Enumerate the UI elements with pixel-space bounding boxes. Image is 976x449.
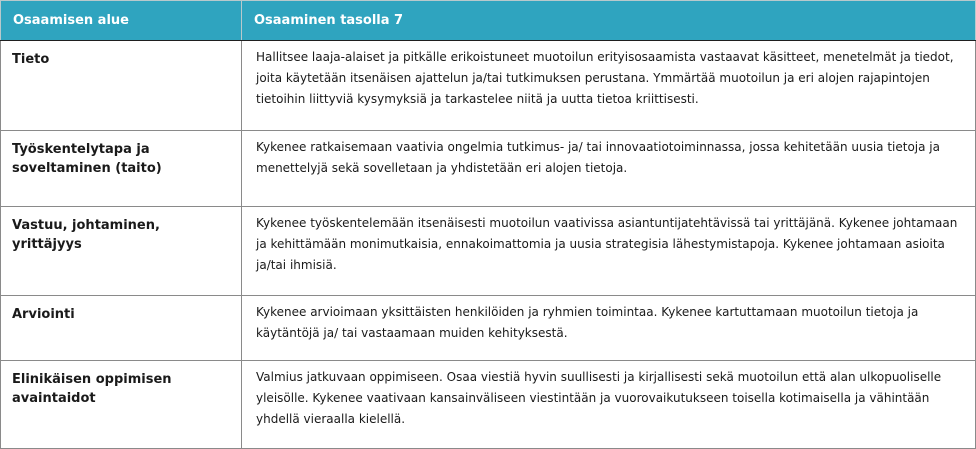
description-cell: Kykenee työskentelemään itsenäisesti muotoilun vaativissa asiantuntijatehtävissä tai yrittäjänä. Kykenee johtamaan ja kehittämään monimutkaisia, ennakoimattomia ja uusia strategisia lähestymistapoja. Kykenee johtamaan asioita ja/tai ihmisiä. (242, 207, 976, 296)
description-cell: Kykenee ratkaisemaan vaativia ongelmia tutkimus- ja/ tai innovaatiotoiminnassa, jossa kehitetään uusia tietoja ja menettelyjä sekä sovelletaan ja yhdistetään eri alojen tietoja. (242, 131, 976, 207)
description-cell: Hallitsee laaja-alaiset ja pitkälle erikoistuneet muotoilun erityisosaamista vastaavat käsitteet, menetelmät ja tiedot, joita käytetään itsenäisen ajattelun ja/tai tutkimuksen perustana. Ymmärtää muotoilun ja eri alojen rajapintojen tietoihin liittyviä kysymyksiä ja tarkastelee niitä ja uutta tietoa kriittisesti. (242, 41, 976, 131)
table-header-row (1, 1, 976, 41)
table-row (1, 361, 976, 449)
column-header-area: Osaamisen alue (1, 1, 242, 41)
area-cell: Työskentelytapa ja soveltaminen (taito) (1, 131, 242, 207)
table-row (1, 131, 976, 207)
description-cell: Valmius jatkuvaan oppimiseen. Osaa viestiä hyvin suullisesti ja kirjallisesti sekä muotoilun että alan ulkopuoliselle yleisölle. Kykenee vaativaan kansainväliseen viestintään ja vuorovaikutukseen toisella kotimaisella ja vähintään yhdellä vieraalla kielellä. (242, 361, 976, 449)
description-cell: Kykenee arvioimaan yksittäisten henkilöiden ja ryhmien toimintaa. Kykenee kartuttamaan muotoilun tietoja ja käytäntöjä ja/ tai vastaamaan muiden kehityksestä. (242, 296, 976, 361)
area-cell: Vastuu, johtaminen, yrittäjyys (1, 207, 242, 296)
area-cell: Tieto (1, 41, 242, 131)
column-header-level: Osaaminen tasolla 7 (242, 1, 976, 41)
area-cell: Arviointi (1, 296, 242, 361)
table-row (1, 41, 976, 131)
table-row (1, 207, 976, 296)
area-cell: Elinikäisen oppimisen avaintaidot (1, 361, 242, 449)
table-row (1, 296, 976, 361)
